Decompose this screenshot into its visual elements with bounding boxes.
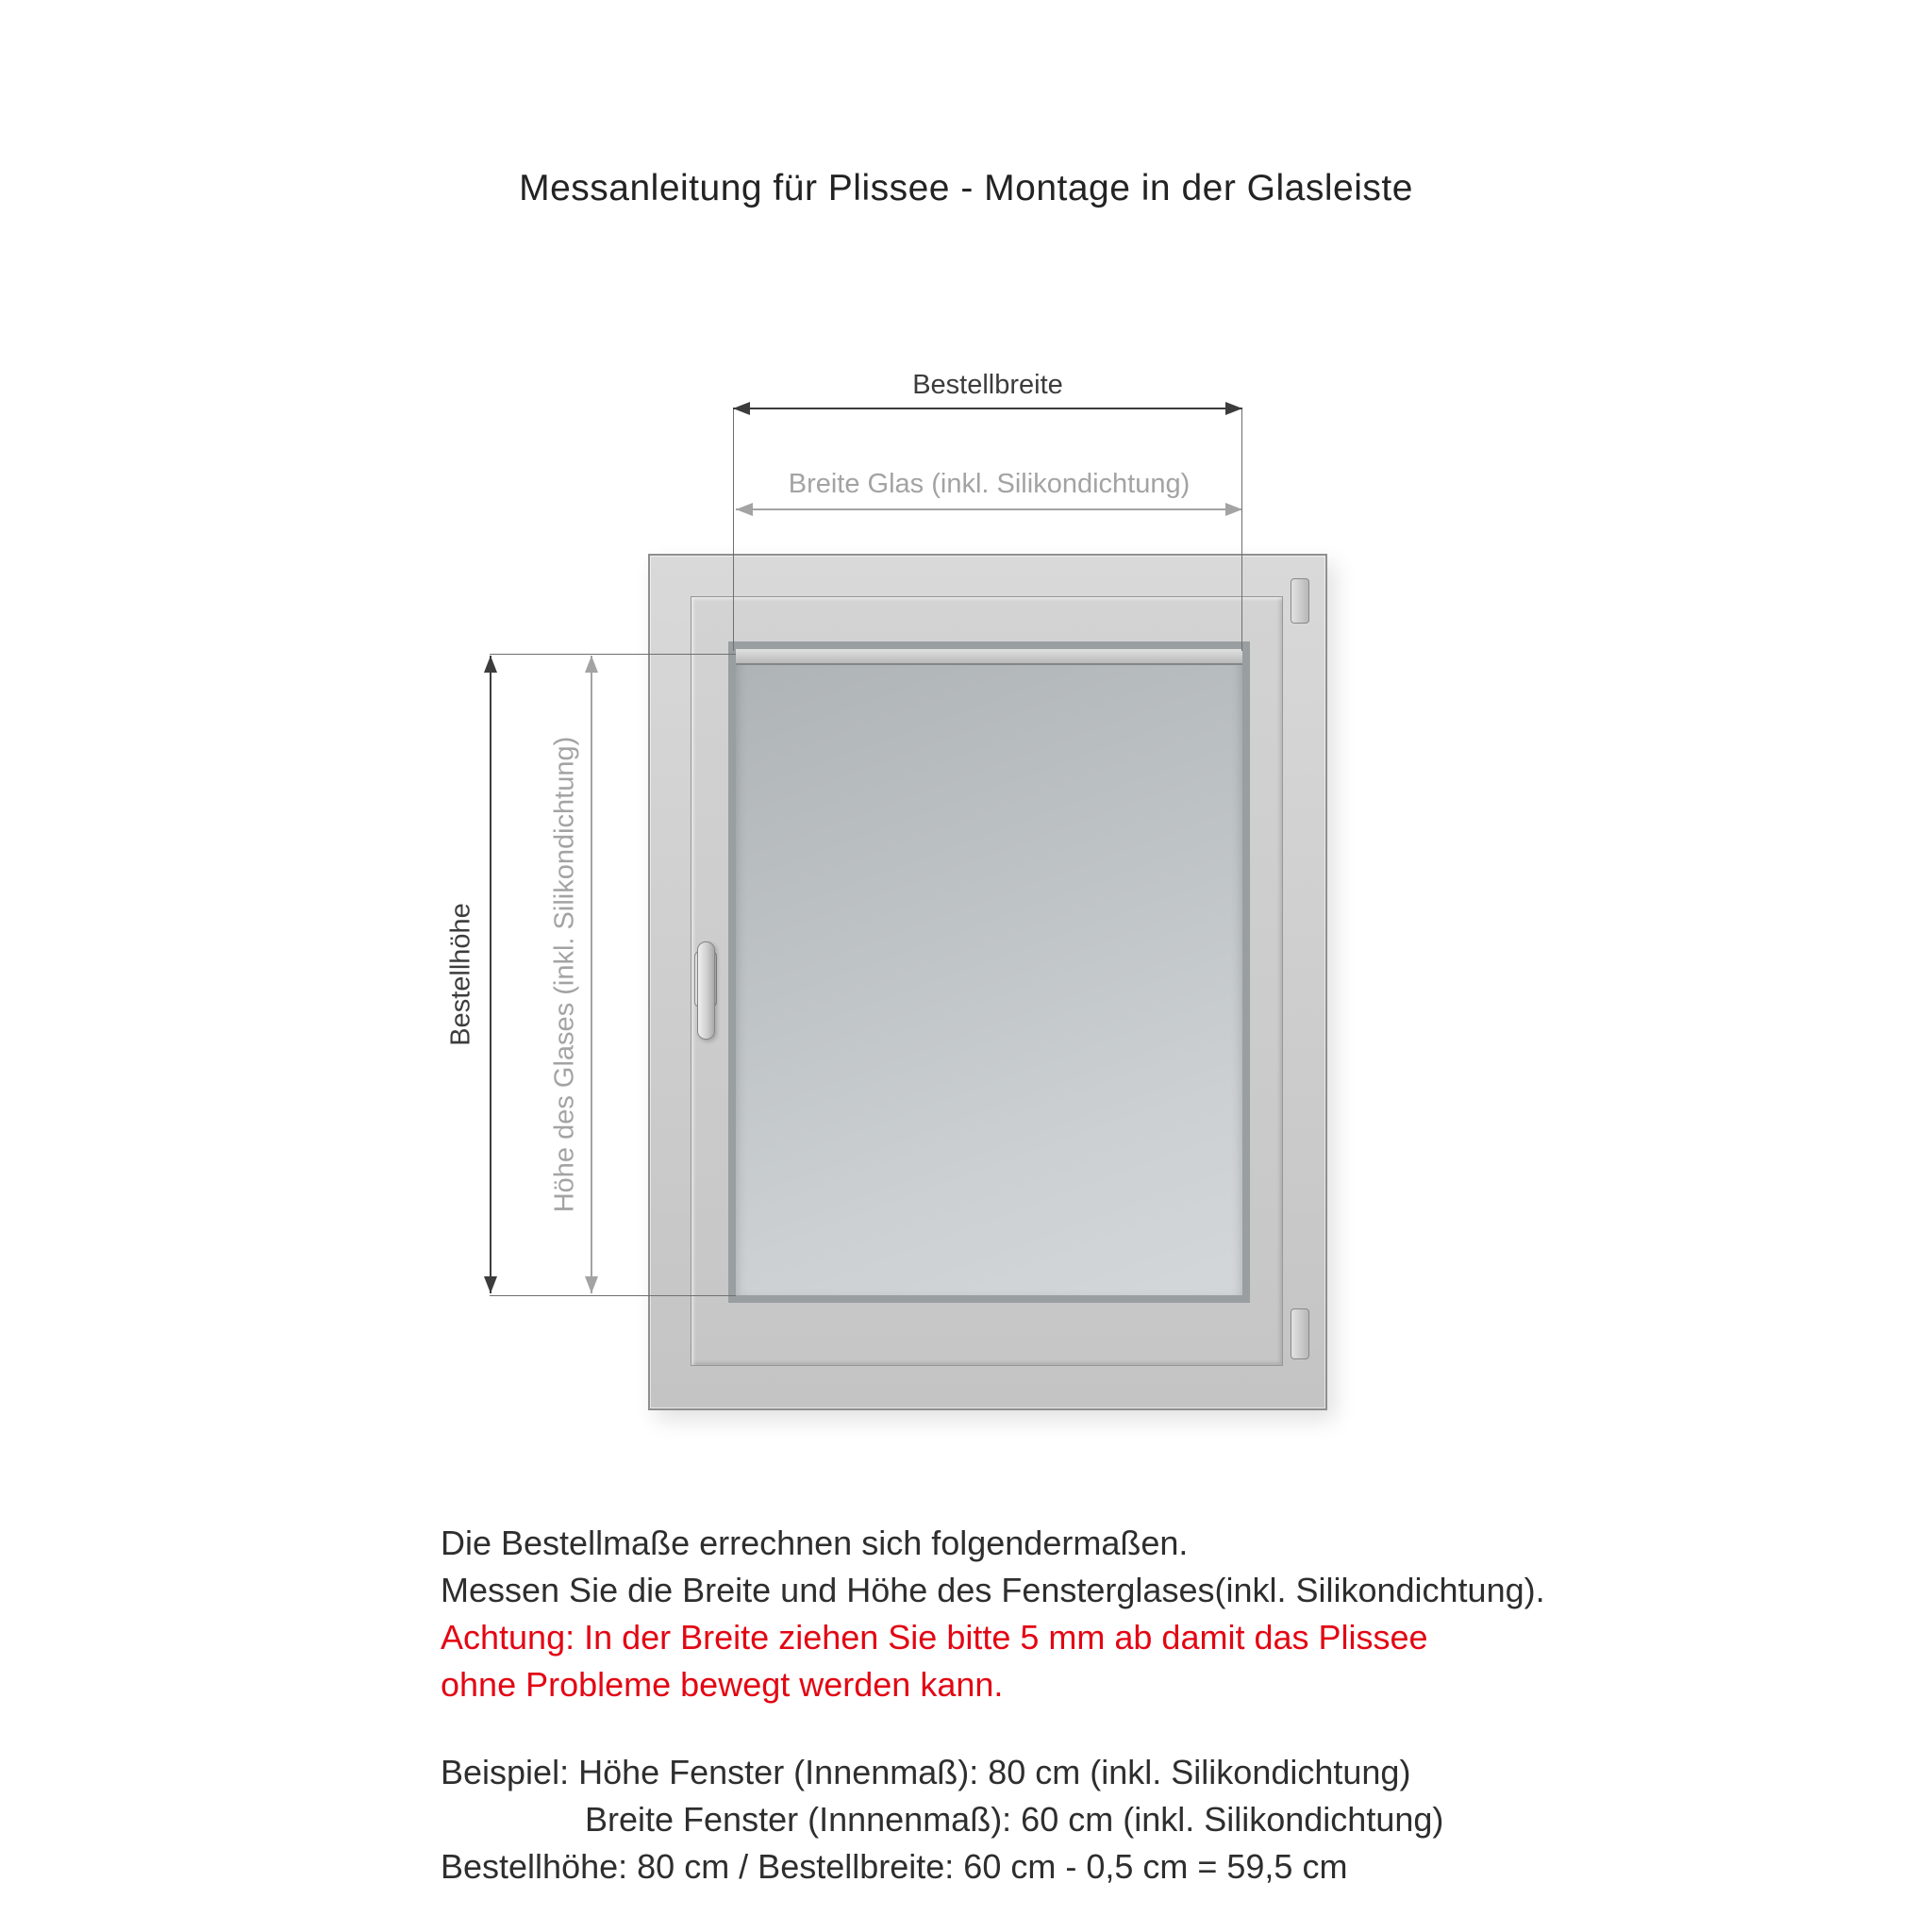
extension-line-top <box>490 654 736 655</box>
glass-width-label: Breite Glas (inkl. Silikondichtung) <box>788 469 1191 499</box>
glass-width-arrow <box>736 508 1242 510</box>
example-line-1: Beispiel: Höhe Fenster (Innenmaß): 80 cm (inkl. Silikondichtung) <box>441 1753 1411 1791</box>
warning-line-2: ohne Probleme bewegt werden kann. <box>441 1665 1004 1704</box>
window-handle-lever <box>697 941 715 1040</box>
extension-line-left <box>733 409 734 651</box>
glazing-bead-top-rail <box>736 649 1242 665</box>
hinge-bottom-icon <box>1291 1308 1309 1359</box>
extension-line-bottom <box>490 1295 736 1296</box>
order-height-label: Bestellhöhe <box>445 903 476 1046</box>
order-height-arrow <box>490 656 491 1293</box>
order-width-arrow <box>733 408 1242 409</box>
glass-height-arrow <box>591 656 592 1293</box>
hinge-top-icon <box>1291 578 1309 624</box>
page-title: Messanleitung für Plissee - Montage in der Glasleiste <box>519 168 1413 208</box>
glass-height-label: Höhe des Glases (inkl. Silikondichtung) <box>549 736 580 1213</box>
extension-line-right <box>1241 409 1242 651</box>
example-line-2: Breite Fenster (Innnenmaß): 60 cm (inkl. Silikondichtung) <box>585 1800 1444 1839</box>
instruction-line-2: Messen Sie die Breite und Höhe des Fensterglases(inkl. Silikondichtung). <box>441 1571 1545 1609</box>
example-line-3: Bestellhöhe: 80 cm / Bestellbreite: 60 cm - 0,5 cm = 59,5 cm <box>441 1847 1348 1886</box>
window-glass <box>728 641 1250 1303</box>
warning-line-1: Achtung: In der Breite ziehen Sie bitte 5 mm ab damit das Plissee <box>441 1618 1428 1657</box>
order-width-label: Bestellbreite <box>912 370 1063 400</box>
instruction-line-1: Die Bestellmaße errechnen sich folgendermaßen. <box>441 1524 1189 1562</box>
